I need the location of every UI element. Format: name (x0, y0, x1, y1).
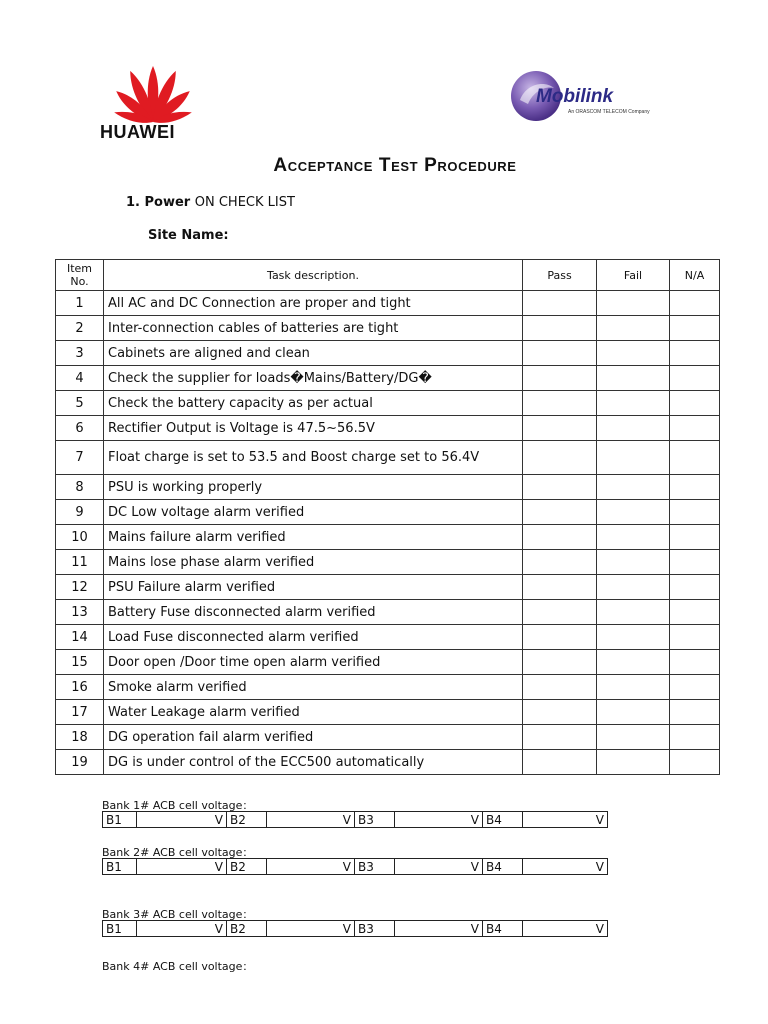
battery-label-cell: B4 (483, 812, 523, 828)
column-header-pass: Pass (523, 260, 597, 291)
mobilink-wordmark: Mobilink (536, 86, 614, 107)
fail-cell[interactable] (597, 575, 670, 600)
task-description: Door open /Door time open alarm verified (104, 650, 523, 675)
item-number: 15 (56, 650, 104, 675)
pass-cell[interactable] (523, 650, 597, 675)
voltage-entry-cell[interactable]: V (267, 921, 355, 937)
fail-cell[interactable] (597, 391, 670, 416)
item-number: 18 (56, 725, 104, 750)
task-description: Mains lose phase alarm verified (104, 550, 523, 575)
pass-cell[interactable] (523, 625, 597, 650)
voltage-entry-cell[interactable]: V (395, 921, 483, 937)
checklist-body (56, 291, 720, 775)
pass-cell[interactable] (523, 441, 597, 475)
bank-1-label: Bank 1# ACB cell voltage： (102, 799, 254, 812)
item-number: 6 (56, 416, 104, 441)
na-cell[interactable] (670, 625, 720, 650)
item-number: 5 (56, 391, 104, 416)
item-number: 19 (56, 750, 104, 775)
bank-3-table (102, 920, 608, 937)
checklist-row (56, 750, 720, 775)
mobilink-subtitle: An ORASCOM TELECOM Company (568, 109, 650, 115)
pass-cell[interactable] (523, 341, 597, 366)
na-cell[interactable] (670, 341, 720, 366)
fail-cell[interactable] (597, 625, 670, 650)
na-cell[interactable] (670, 525, 720, 550)
na-cell[interactable] (670, 750, 720, 775)
checklist-row (56, 475, 720, 500)
na-cell[interactable] (670, 600, 720, 625)
fail-cell[interactable] (597, 725, 670, 750)
checklist-row (56, 600, 720, 625)
battery-label-cell: B4 (483, 859, 523, 875)
pass-cell[interactable] (523, 725, 597, 750)
battery-label-cell: B3 (355, 859, 395, 875)
fail-cell[interactable] (597, 750, 670, 775)
voltage-entry-cell[interactable]: V (395, 859, 483, 875)
column-header-task: Task description. (104, 260, 523, 291)
battery-label-cell: B1 (103, 812, 137, 828)
bank-voltage-row (103, 812, 608, 828)
bank-voltage-row (103, 921, 608, 937)
checklist-row (56, 700, 720, 725)
item-number: 13 (56, 600, 104, 625)
checklist-row (56, 416, 720, 441)
battery-label-cell: B4 (483, 921, 523, 937)
fail-cell[interactable] (597, 600, 670, 625)
na-cell[interactable] (670, 441, 720, 475)
pass-cell[interactable] (523, 500, 597, 525)
na-cell[interactable] (670, 675, 720, 700)
checklist-row (56, 575, 720, 600)
checklist-row (56, 366, 720, 391)
checklist-row (56, 525, 720, 550)
bank-voltage-row (103, 859, 608, 875)
fail-cell[interactable] (597, 291, 670, 316)
task-description: DC Low voltage alarm verified (104, 500, 523, 525)
checklist-table (55, 259, 720, 775)
huawei-logo (100, 60, 206, 146)
bank-1-table (102, 811, 608, 828)
checklist-row (56, 316, 720, 341)
fail-cell[interactable] (597, 441, 670, 475)
item-number: 9 (56, 500, 104, 525)
na-cell[interactable] (670, 725, 720, 750)
huawei-petals-icon (100, 60, 206, 124)
na-cell[interactable] (670, 500, 720, 525)
checklist-row (56, 550, 720, 575)
bank-2-label: Bank 2# ACB cell voltage： (102, 846, 254, 859)
item-number: 10 (56, 525, 104, 550)
item-number: 4 (56, 366, 104, 391)
task-description: DG is under control of the ECC500 automatically (104, 750, 523, 775)
task-description: Check the battery capacity as per actual (104, 391, 523, 416)
voltage-entry-cell[interactable]: V (267, 812, 355, 828)
battery-label-cell: B3 (355, 812, 395, 828)
fail-cell[interactable] (597, 650, 670, 675)
voltage-entry-cell[interactable]: V (395, 812, 483, 828)
na-cell[interactable] (670, 391, 720, 416)
task-description: DG operation fail alarm verified (104, 725, 523, 750)
task-description: Check the supplier for loads�Mains/Battery/DG� (104, 366, 523, 391)
task-description: Rectifier Output is Voltage is 47.5~56.5V (104, 416, 523, 441)
task-description: Mains failure alarm verified (104, 525, 523, 550)
column-header-fail: Fail (597, 260, 670, 291)
mobilink-logo (506, 66, 696, 128)
battery-label-cell: B2 (227, 812, 267, 828)
fail-cell[interactable] (597, 550, 670, 575)
na-cell[interactable] (670, 416, 720, 441)
bank-4-label: Bank 4# ACB cell voltage： (102, 960, 254, 973)
column-header-item (56, 260, 104, 291)
item-number: 2 (56, 316, 104, 341)
section-rest: ON CHECK LIST (194, 195, 295, 210)
voltage-entry-cell[interactable]: V (267, 859, 355, 875)
na-cell[interactable] (670, 316, 720, 341)
pass-cell[interactable] (523, 391, 597, 416)
fail-cell[interactable] (597, 475, 670, 500)
item-header-line1: Item (66, 262, 93, 275)
bank-3-label: Bank 3# ACB cell voltage： (102, 908, 254, 921)
na-cell[interactable] (670, 475, 720, 500)
task-description: All AC and DC Connection are proper and tight (104, 291, 523, 316)
item-number: 7 (56, 441, 104, 475)
task-description: Cabinets are aligned and clean (104, 341, 523, 366)
item-header-line2: No. (70, 275, 89, 288)
fail-cell[interactable] (597, 700, 670, 725)
checklist-row (56, 725, 720, 750)
task-description: PSU Failure alarm verified (104, 575, 523, 600)
section-heading (126, 195, 295, 210)
pass-cell[interactable] (523, 416, 597, 441)
section-bold: Power (144, 195, 191, 210)
battery-label-cell: B2 (227, 921, 267, 937)
battery-label-cell: B1 (103, 921, 137, 937)
item-number: 12 (56, 575, 104, 600)
task-description: Load Fuse disconnected alarm verified (104, 625, 523, 650)
pass-cell[interactable] (523, 600, 597, 625)
voltage-entry-cell[interactable]: V (523, 921, 608, 937)
task-description: Float charge is set to 53.5 and Boost charge set to 56.4V (104, 441, 523, 475)
task-description: Inter-connection cables of batteries are tight (104, 316, 523, 341)
checklist-row (56, 625, 720, 650)
checklist-header-row (56, 260, 720, 291)
voltage-entry-cell[interactable]: V (137, 859, 227, 875)
bank-2-table (102, 858, 608, 875)
item-number: 14 (56, 625, 104, 650)
na-cell[interactable] (670, 575, 720, 600)
document-title (0, 155, 768, 177)
checklist-row (56, 441, 720, 475)
item-number: 16 (56, 675, 104, 700)
voltage-entry-cell[interactable]: V (523, 812, 608, 828)
fail-cell[interactable] (597, 416, 670, 441)
column-header-na: N/A (670, 260, 720, 291)
fail-cell[interactable] (597, 341, 670, 366)
item-number: 11 (56, 550, 104, 575)
na-cell[interactable] (670, 550, 720, 575)
checklist-row (56, 341, 720, 366)
pass-cell[interactable] (523, 550, 597, 575)
item-number: 1 (56, 291, 104, 316)
task-description: Smoke alarm verified (104, 675, 523, 700)
item-number: 17 (56, 700, 104, 725)
checklist-row (56, 500, 720, 525)
pass-cell[interactable] (523, 675, 597, 700)
checklist-row (56, 650, 720, 675)
voltage-entry-cell[interactable]: V (523, 859, 608, 875)
battery-label-cell: B2 (227, 859, 267, 875)
voltage-entry-cell[interactable]: V (137, 921, 227, 937)
huawei-wordmark: HUAWEI (100, 122, 175, 142)
task-description: PSU is working properly (104, 475, 523, 500)
pass-cell[interactable] (523, 291, 597, 316)
fail-cell[interactable] (597, 366, 670, 391)
na-cell[interactable] (670, 366, 720, 391)
fail-cell[interactable] (597, 500, 670, 525)
na-cell[interactable] (670, 700, 720, 725)
item-number: 3 (56, 341, 104, 366)
pass-cell[interactable] (523, 700, 597, 725)
na-cell[interactable] (670, 291, 720, 316)
battery-label-cell: B1 (103, 859, 137, 875)
section-number: 1. (126, 195, 140, 210)
checklist-row (56, 675, 720, 700)
battery-label-cell: B3 (355, 921, 395, 937)
pass-cell[interactable] (523, 575, 597, 600)
item-number: 8 (56, 475, 104, 500)
task-description: Battery Fuse disconnected alarm verified (104, 600, 523, 625)
fail-cell[interactable] (597, 675, 670, 700)
pass-cell[interactable] (523, 475, 597, 500)
voltage-entry-cell[interactable]: V (137, 812, 227, 828)
pass-cell[interactable] (523, 525, 597, 550)
checklist-row (56, 391, 720, 416)
document-title-text: Acceptance Test Procedure (273, 155, 517, 176)
task-description: Water Leakage alarm verified (104, 700, 523, 725)
fail-cell[interactable] (597, 525, 670, 550)
pass-cell[interactable] (523, 750, 597, 775)
site-name-label: Site Name: (148, 228, 229, 243)
na-cell[interactable] (670, 650, 720, 675)
checklist-row (56, 291, 720, 316)
pass-cell[interactable] (523, 316, 597, 341)
pass-cell[interactable] (523, 366, 597, 391)
fail-cell[interactable] (597, 316, 670, 341)
